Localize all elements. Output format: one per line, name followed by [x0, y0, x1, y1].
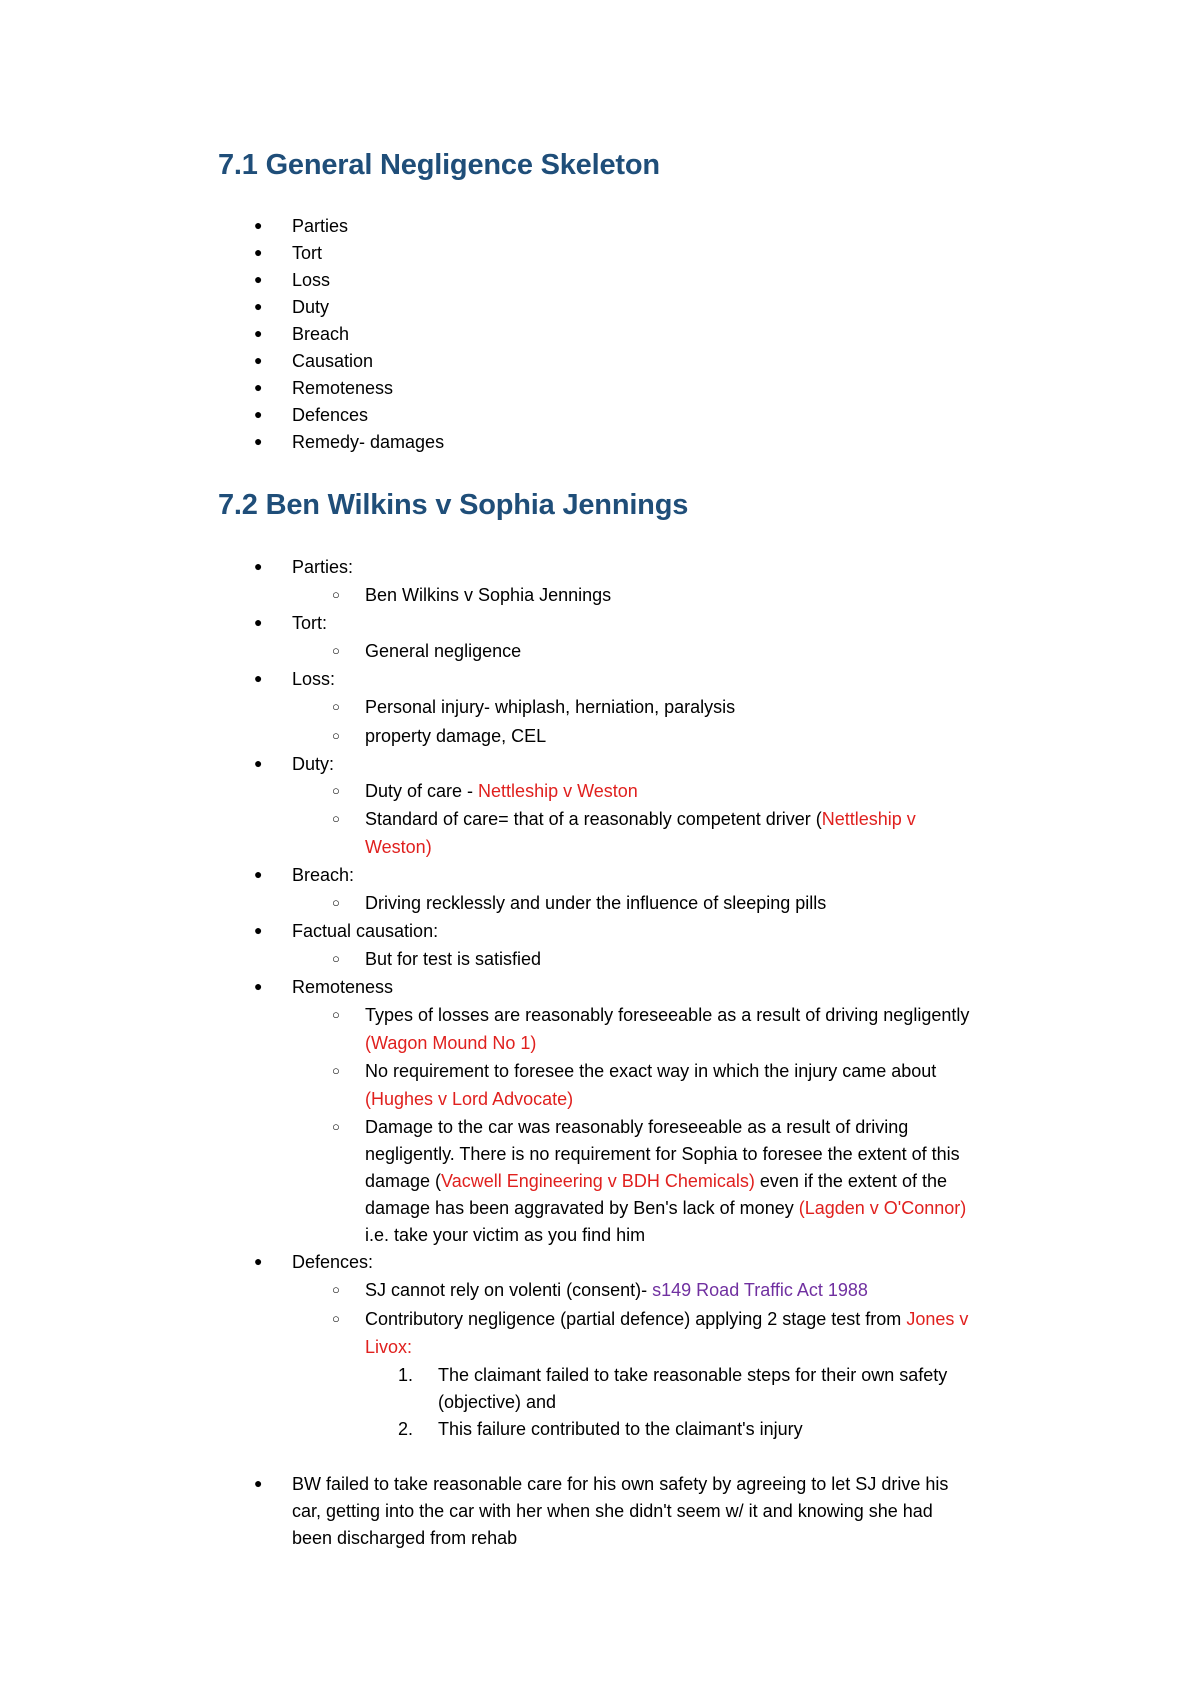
test-step-1-line-2: (objective) and [438, 1392, 557, 1412]
bullet-dot: ● [254, 755, 263, 771]
bullet-dot: ● [254, 298, 263, 314]
section-heading-7-2: 7.2 Ben Wilkins v Sophia Jennings [218, 489, 689, 521]
case-citation: (Lagden v O'Connor) [798, 1198, 967, 1218]
sub-bullet-circle: ○ [332, 1063, 340, 1078]
sub-bullet-circle: ○ [332, 699, 340, 714]
case-citation: (Wagon Mound No 1) [365, 1033, 537, 1053]
case-citation: Jones v [906, 1309, 969, 1329]
remoteness-point-1: Types of losses are reasonably foreseeable as a result of driving negligently [365, 1005, 970, 1025]
list-item-loss: Loss [292, 270, 331, 290]
breach-label: Breach: [292, 865, 355, 885]
list-item-breach: Breach [292, 324, 350, 344]
sub-bullet-circle: ○ [332, 643, 340, 658]
standard-text: Standard of care= that of a reasonably competent driver ( [365, 809, 822, 829]
duty-value-1 [365, 780, 638, 802]
case-citation-cont: Livox: [365, 1337, 413, 1357]
remoteness-label: Remoteness [292, 977, 394, 997]
case-citation: (Hughes v Lord Advocate) [365, 1089, 574, 1109]
bullet-dot: ● [254, 922, 263, 938]
bullet-dot: ● [254, 866, 263, 882]
test-step-2-line-1: This failure contributed to the claimant's injury [438, 1419, 803, 1439]
case-citation: Vacwell Engineering v BDH Chemicals) [441, 1171, 755, 1191]
bw-line-1: BW failed to take reasonable care for his own safety by agreeing to let SJ drive his [292, 1474, 949, 1494]
sub-bullet-circle: ○ [332, 895, 340, 910]
bullet-dot: ● [254, 244, 263, 260]
extent-text: even if the extent of the [754, 1171, 947, 1191]
list-item-remoteness: Remoteness [292, 378, 394, 398]
duty-value-2 [365, 808, 916, 830]
remoteness-point-3-line-3 [365, 1170, 947, 1192]
list-item-parties: Parties [292, 216, 349, 236]
bullet-dot: ● [254, 1253, 263, 1269]
test-step-1-line-1: The claimant failed to take reasonable steps for their own safety [438, 1365, 948, 1385]
causation-value: But for test is satisfied [365, 949, 542, 969]
bullet-dot: ● [254, 670, 263, 686]
remoteness-point-3-line-4 [365, 1197, 966, 1219]
case-citation-cont: Weston) [365, 837, 432, 857]
statute-citation: s149 Road Traffic Act 1988 [652, 1280, 868, 1300]
bullet-dot: ● [254, 558, 263, 574]
list-item-tort: Tort [292, 243, 323, 263]
case-citation: Nettleship v [821, 809, 916, 829]
remoteness-point-2: No requirement to foresee the exact way in which the injury came about [365, 1061, 937, 1081]
tort-value: General negligence [365, 641, 522, 661]
loss-value-1: Personal injury- whiplash, herniation, paralysis [365, 697, 736, 717]
bullet-dot: ● [254, 614, 263, 630]
duty-label: Duty: [292, 754, 335, 774]
loss-label: Loss: [292, 669, 336, 689]
list-number-1: 1. [398, 1365, 414, 1385]
sub-bullet-circle: ○ [332, 811, 340, 826]
sub-bullet-circle: ○ [332, 951, 340, 966]
loss-value-2: property damage, CEL [365, 726, 547, 746]
remoteness-point-3-line-2: negligently. There is no requirement for Sophia to foresee the extent of this [365, 1144, 960, 1164]
list-item-remedy: Remedy- damages [292, 432, 445, 452]
breach-value: Driving recklessly and under the influence of sleeping pills [365, 893, 827, 913]
sub-bullet-circle: ○ [332, 728, 340, 743]
bw-line-3: been discharged from rehab [292, 1528, 518, 1548]
remoteness-point-3-line-5: i.e. take your victim as you find him [365, 1225, 646, 1245]
parties-value: Ben Wilkins v Sophia Jennings [365, 585, 612, 605]
damage-text: damage ( [365, 1171, 442, 1191]
bullet-dot: ● [254, 433, 263, 449]
case-citation: Nettleship v Weston [478, 781, 638, 801]
sub-bullet-circle: ○ [332, 1119, 340, 1134]
bullet-dot: ● [254, 271, 263, 287]
sub-bullet-circle: ○ [332, 1282, 340, 1297]
bullet-dot: ● [254, 352, 263, 368]
defence-point-1 [365, 1279, 868, 1301]
bullet-dot: ● [254, 1475, 263, 1491]
sub-bullet-circle: ○ [332, 783, 340, 798]
remoteness-point-3-line-1: Damage to the car was reasonably foreseeable as a result of driving [365, 1117, 909, 1137]
defences-label: Defences: [292, 1252, 374, 1272]
duty-text: Duty of care - [365, 781, 479, 801]
parties-label: Parties: [292, 557, 354, 577]
bullet-dot: ● [254, 379, 263, 395]
list-item-defences: Defences [292, 405, 369, 425]
bw-line-2: car, getting into the car with her when she didn't seem w/ it and knowing she had [292, 1501, 933, 1521]
section-heading-7-1: 7.1 General Negligence Skeleton [218, 149, 660, 181]
list-number-2: 2. [398, 1419, 414, 1439]
volenti-text: SJ cannot rely on volenti (consent)- [365, 1280, 653, 1300]
sub-bullet-circle: ○ [332, 1311, 340, 1326]
bullet-dot: ● [254, 325, 263, 341]
bullet-dot: ● [254, 406, 263, 422]
list-item-duty: Duty [292, 297, 330, 317]
bullet-dot: ● [254, 978, 263, 994]
aggravated-text: damage has been aggravated by Ben's lack of money [365, 1198, 799, 1218]
list-item-causation: Causation [292, 351, 374, 371]
contributory-text: Contributory negligence (partial defence) applying 2 stage test from [365, 1309, 907, 1329]
bullet-dot: ● [254, 217, 263, 233]
defence-point-2 [365, 1308, 968, 1330]
tort-label: Tort: [292, 613, 328, 633]
sub-bullet-circle: ○ [332, 587, 340, 602]
causation-label: Factual causation: [292, 921, 439, 941]
sub-bullet-circle: ○ [332, 1007, 340, 1022]
